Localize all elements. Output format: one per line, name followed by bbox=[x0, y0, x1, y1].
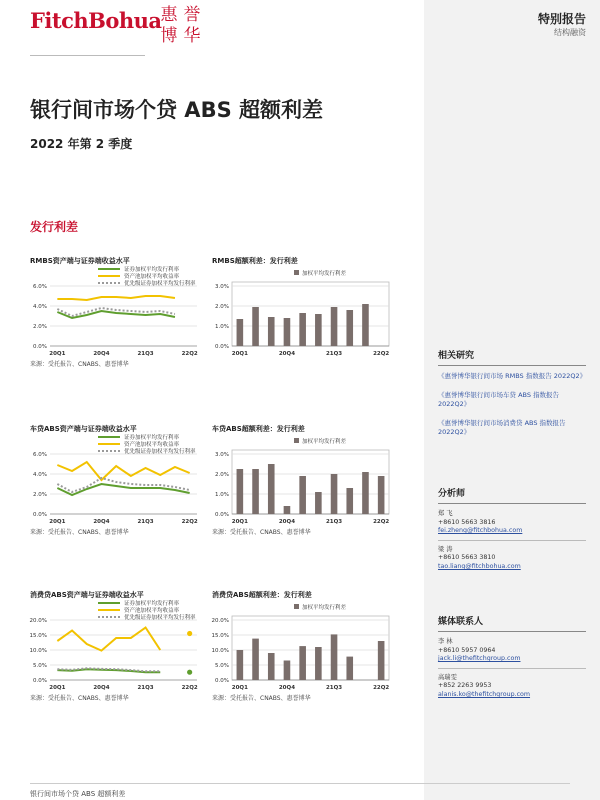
bar bbox=[284, 318, 291, 346]
chart-consumer-yield bbox=[30, 590, 205, 735]
bar bbox=[346, 488, 353, 514]
chart-svg bbox=[30, 256, 205, 401]
legend-item bbox=[98, 265, 180, 273]
bar bbox=[252, 469, 259, 514]
x-tick-label: 22Q2 bbox=[181, 685, 198, 691]
y-tick-label: 20.0% bbox=[29, 618, 47, 624]
y-tick-label: 5.0% bbox=[215, 663, 229, 669]
y-tick-label: 15.0% bbox=[29, 633, 47, 639]
chart-svg bbox=[212, 590, 397, 735]
media-contacts bbox=[438, 614, 586, 709]
bar bbox=[252, 307, 259, 346]
series-line bbox=[57, 311, 175, 318]
media-heading: 媒体联系人 bbox=[438, 614, 586, 632]
series-line bbox=[57, 462, 189, 480]
x-tick-label: 22Q2 bbox=[181, 519, 198, 525]
analyst-email[interactable]: tao.liang@fitchbohua.com bbox=[438, 562, 521, 570]
report-subtype: 结构融资 bbox=[554, 28, 586, 37]
analyst-heading: 分析师 bbox=[438, 486, 586, 504]
y-tick-label: 5.0% bbox=[33, 663, 47, 669]
chart-svg bbox=[30, 424, 205, 569]
svg-text:博: 博 bbox=[160, 26, 180, 45]
analyst-email[interactable]: fei.zheng@fitchbohua.com bbox=[438, 527, 523, 535]
media-card bbox=[438, 674, 586, 704]
media-name: 李 林 bbox=[438, 638, 453, 645]
legend-item bbox=[294, 437, 347, 445]
bar bbox=[378, 641, 385, 680]
x-tick-label: 22Q2 bbox=[373, 351, 390, 357]
x-tick-label: 22Q2 bbox=[181, 351, 198, 357]
chart-title: RMBS超额利差：发行利差 bbox=[212, 257, 298, 265]
bar bbox=[362, 472, 369, 514]
bar bbox=[237, 469, 244, 514]
x-tick-label: 20Q4 bbox=[278, 519, 296, 525]
legend-label: 证券加权平均发行利率 bbox=[124, 267, 180, 273]
y-tick-label: 1.0% bbox=[215, 324, 229, 330]
bar bbox=[237, 650, 244, 680]
chart-title: 消费贷ABS超额利差：发行利差 bbox=[212, 591, 312, 599]
x-tick-label: 21Q3 bbox=[325, 519, 343, 525]
legend-label: 证券加权平均发行利率 bbox=[124, 435, 180, 441]
x-tick-label: 22Q2 bbox=[373, 685, 390, 691]
bar bbox=[315, 647, 322, 680]
legend-label: 优先级证券加权平均发行利率 bbox=[124, 449, 196, 455]
x-tick-label: 21Q3 bbox=[325, 351, 343, 357]
y-tick-label: 2.0% bbox=[33, 324, 47, 330]
x-tick-label: 21Q3 bbox=[137, 351, 154, 357]
y-tick-label: 4.0% bbox=[33, 304, 47, 310]
chart-svg bbox=[30, 590, 205, 735]
logo-seal-icon bbox=[158, 3, 206, 45]
media-phone: +8610 5957 0964 bbox=[438, 646, 496, 654]
x-tick-label: 21Q3 bbox=[137, 685, 154, 691]
bar bbox=[299, 646, 306, 680]
y-tick-label: 10.0% bbox=[29, 648, 47, 654]
legend-item bbox=[98, 599, 180, 607]
media-phone: +852 2263 9953 bbox=[438, 682, 492, 690]
chart-source: 来源：受托报告、CNABS、惠誉博华 bbox=[212, 529, 311, 536]
bar bbox=[299, 313, 306, 346]
x-tick-label: 20Q1 bbox=[49, 685, 66, 691]
y-tick-label: 1.0% bbox=[215, 492, 229, 498]
legend-label: 优先级证券加权平均发行利率 bbox=[124, 615, 196, 621]
bar bbox=[346, 310, 353, 346]
legend-label: 证券加权平均发行利率 bbox=[124, 601, 180, 607]
svg-text:誉: 誉 bbox=[183, 5, 203, 25]
svg-text:华: 华 bbox=[183, 26, 203, 45]
fitchbohua-logo bbox=[30, 3, 220, 45]
y-tick-label: 3.0% bbox=[215, 284, 229, 290]
series-point bbox=[187, 670, 192, 675]
chart-auto-spread bbox=[212, 424, 397, 569]
media-card bbox=[438, 638, 586, 669]
x-tick-label: 20Q1 bbox=[49, 351, 66, 357]
analyst-phone: +8610 5663 3816 bbox=[438, 518, 496, 526]
series-line bbox=[57, 484, 189, 495]
series-line bbox=[57, 628, 160, 651]
media-name: 高瑞雯 bbox=[438, 673, 457, 681]
section-title: 发行利差 bbox=[30, 220, 79, 234]
chart-svg bbox=[212, 424, 397, 569]
y-tick-label: 10.0% bbox=[211, 648, 229, 654]
series-line bbox=[57, 669, 160, 672]
y-tick-label: 0.0% bbox=[215, 344, 229, 350]
y-tick-label: 15.0% bbox=[211, 633, 229, 639]
logo-wordmark: FitchBohua bbox=[30, 8, 162, 33]
y-tick-label: 20.0% bbox=[211, 618, 229, 624]
x-tick-label: 21Q3 bbox=[137, 519, 154, 525]
chart-source: 来源：受托报告、CNABS、惠誉博华 bbox=[30, 695, 129, 702]
chart-title: RMBS资产端与证券端收益水平 bbox=[30, 257, 130, 265]
bar bbox=[252, 639, 259, 680]
media-email[interactable]: alanis.ko@thefitchgroup.com bbox=[438, 690, 531, 698]
legend-swatch bbox=[294, 438, 299, 443]
chart-rmbs-spread bbox=[212, 256, 397, 401]
series-point bbox=[187, 631, 192, 636]
x-tick-label: 20Q1 bbox=[49, 519, 66, 525]
legend-item bbox=[294, 603, 347, 611]
chart-title: 车贷ABS超额利差：发行利差 bbox=[212, 425, 305, 433]
related-heading: 相关研究 bbox=[438, 348, 586, 366]
bar bbox=[331, 474, 338, 514]
bar bbox=[268, 464, 275, 514]
legend-item bbox=[98, 433, 180, 441]
legend-label: 优先级证券加权平均发行利率 bbox=[124, 281, 196, 287]
x-tick-label: 20Q4 bbox=[278, 685, 296, 691]
y-tick-label: 4.0% bbox=[33, 472, 47, 478]
analyst-name: 梁 涛 bbox=[438, 545, 453, 553]
bar bbox=[378, 476, 385, 514]
bar bbox=[299, 476, 306, 514]
y-tick-label: 3.0% bbox=[215, 452, 229, 458]
page-title: 银行间市场个贷 ABS 超额利差 bbox=[30, 98, 324, 122]
bar bbox=[284, 506, 291, 514]
chart-auto-yield bbox=[30, 424, 205, 569]
chart-source: 来源：受托报告、CNABS、惠誉博华 bbox=[30, 361, 129, 368]
y-tick-label: 2.0% bbox=[215, 472, 229, 478]
x-tick-label: 20Q1 bbox=[231, 519, 248, 525]
related-link[interactable]: 《惠誉博华银行间市场 RMBS 指数报告 2022Q2》 bbox=[438, 372, 587, 380]
x-tick-label: 20Q1 bbox=[231, 351, 248, 357]
bar bbox=[346, 657, 353, 680]
svg-text:惠: 惠 bbox=[160, 5, 180, 25]
footer-divider bbox=[30, 783, 570, 784]
page-subtitle: 2022 年第 2 季度 bbox=[30, 137, 133, 151]
x-tick-label: 20Q4 bbox=[93, 685, 110, 691]
header-divider bbox=[30, 55, 145, 56]
related-link[interactable]: 《惠誉博华银行间市场消费贷 ABS 指数报告 2022Q2》 bbox=[438, 419, 566, 436]
bar bbox=[315, 314, 322, 346]
related-link[interactable]: 《惠誉博华银行间市场车贷 ABS 指数报告 2022Q2》 bbox=[438, 391, 560, 408]
bar bbox=[268, 317, 275, 346]
y-tick-label: 0.0% bbox=[215, 512, 229, 518]
analyst-card bbox=[438, 546, 586, 576]
media-email[interactable]: jack.li@thefitchgroup.com bbox=[438, 655, 521, 663]
y-tick-label: 2.0% bbox=[215, 304, 229, 310]
report-type: 特别报告 bbox=[537, 12, 586, 26]
bar bbox=[331, 634, 338, 680]
bar bbox=[237, 319, 244, 346]
y-tick-label: 2.0% bbox=[33, 492, 47, 498]
chart-title: 车贷ABS资产端与证券端收益水平 bbox=[30, 425, 137, 433]
chart-source: 来源：受托报告、CNABS、惠誉博华 bbox=[212, 695, 311, 702]
legend-item bbox=[98, 272, 180, 280]
analysts bbox=[438, 486, 586, 581]
chart-source: 来源：受托报告、CNABS、惠誉博华 bbox=[30, 529, 129, 536]
x-tick-label: 21Q3 bbox=[325, 685, 343, 691]
related-research bbox=[438, 348, 586, 447]
y-tick-label: 6.0% bbox=[33, 284, 47, 290]
legend-swatch bbox=[294, 604, 299, 609]
legend-label: 加权平均发行利差 bbox=[302, 439, 347, 445]
x-tick-label: 20Q4 bbox=[278, 351, 296, 357]
analyst-name: 郑 飞 bbox=[438, 510, 453, 517]
legend-label: 加权平均发行利差 bbox=[302, 271, 347, 277]
bar bbox=[331, 307, 338, 346]
x-tick-label: 20Q4 bbox=[93, 351, 110, 357]
y-tick-label: 0.0% bbox=[215, 678, 229, 684]
page-footer: 银行间市场个贷 ABS 超额利差 bbox=[30, 790, 126, 798]
chart-rmbs-yield bbox=[30, 256, 205, 401]
legend-swatch bbox=[294, 270, 299, 275]
legend-item bbox=[294, 269, 347, 277]
legend-label: 资产池加权平均收益率 bbox=[124, 608, 180, 614]
chart-svg bbox=[212, 256, 397, 401]
x-tick-label: 20Q1 bbox=[231, 685, 248, 691]
y-tick-label: 0.0% bbox=[33, 678, 47, 684]
legend-label: 资产池加权平均收益率 bbox=[124, 274, 180, 280]
y-tick-label: 0.0% bbox=[33, 512, 47, 518]
y-tick-label: 6.0% bbox=[33, 452, 47, 458]
bar bbox=[315, 492, 322, 514]
legend-label: 加权平均发行利差 bbox=[302, 605, 347, 611]
x-tick-label: 20Q4 bbox=[93, 519, 110, 525]
chart-consumer-spread bbox=[212, 590, 397, 735]
chart-title: 消费贷ABS资产端与证券端收益水平 bbox=[30, 591, 144, 599]
y-tick-label: 0.0% bbox=[33, 344, 47, 350]
series-line bbox=[57, 296, 175, 300]
analyst-phone: +8610 5663 3810 bbox=[438, 554, 496, 562]
analyst-card bbox=[438, 510, 586, 541]
x-tick-label: 22Q2 bbox=[373, 519, 390, 525]
legend-item bbox=[98, 606, 180, 614]
legend-item bbox=[98, 440, 180, 448]
bar bbox=[284, 661, 291, 681]
bar bbox=[362, 304, 369, 346]
bar bbox=[268, 653, 275, 680]
legend-label: 资产池加权平均收益率 bbox=[124, 442, 180, 448]
